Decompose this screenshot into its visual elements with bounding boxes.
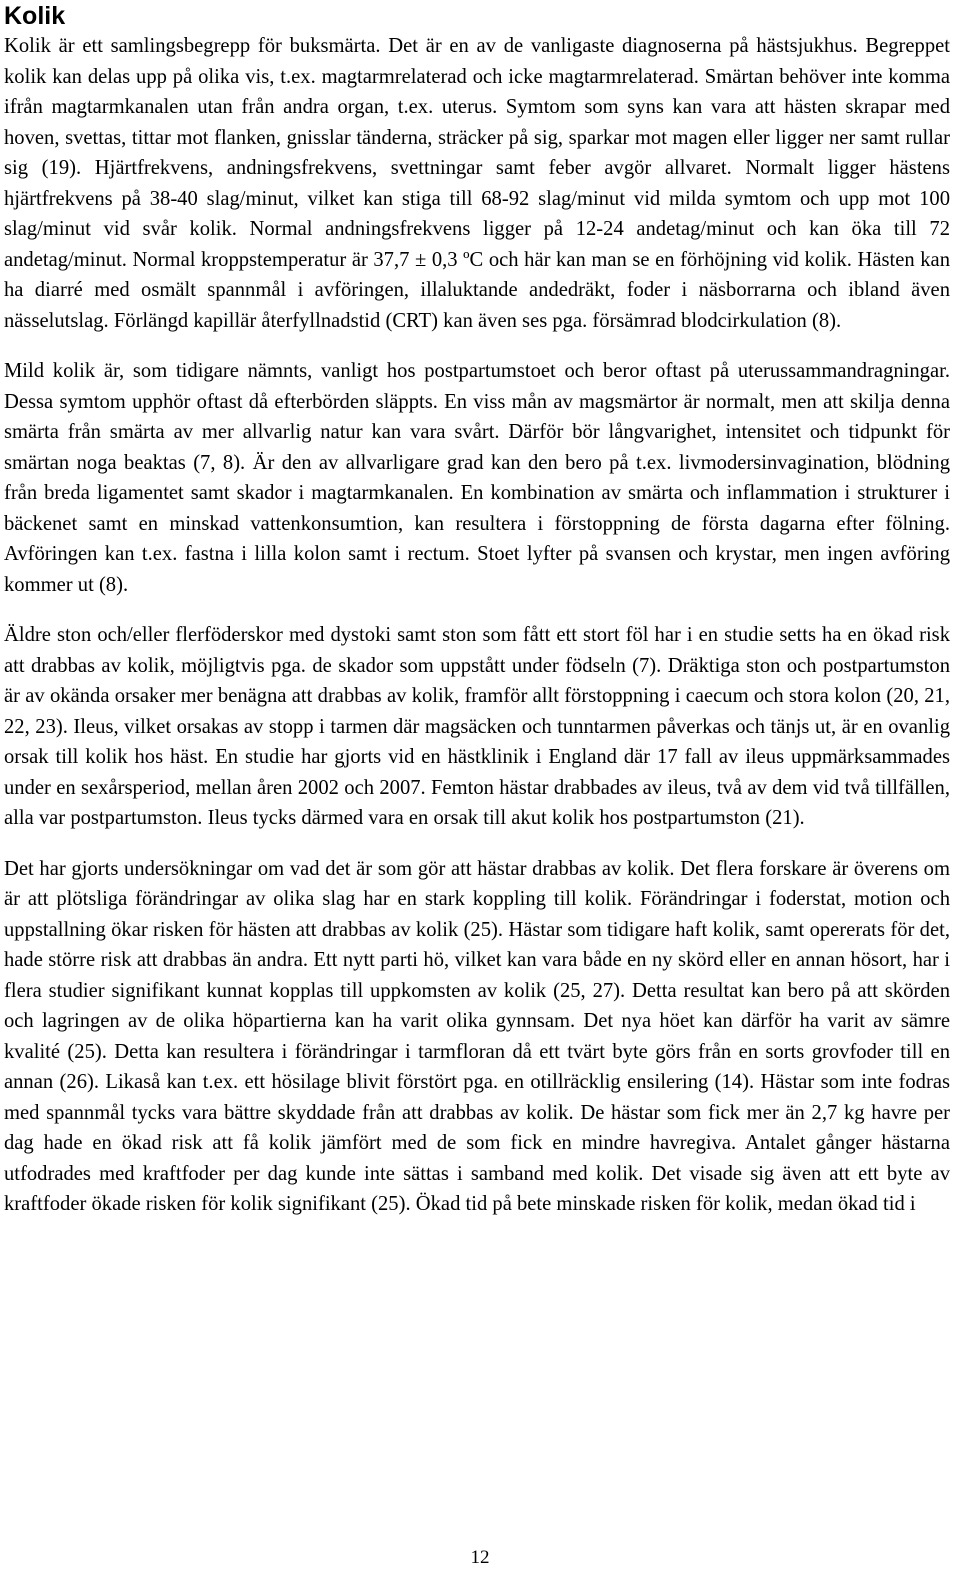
document-page (4, 0, 950, 1220)
page-number: 12 (470, 1547, 490, 1568)
paragraph-risk-mares: Äldre ston och/eller flerföderskor med dystoki samt ston som fått ett stort föl har i en studie setts ha en ökad risk att drabbas av kolik, möjligtvis pga. de skador som uppstått under födseln (7). Dräktiga ston och postpartumston är av okända orsaker mer benägna att drabbas av kolik, framför allt förstoppning i caecum och stora kolon (20, 21, 22, 23). Ileus, vilket orsakas av stopp i tarmen där magsäcken och tunntarmen påverkas och tänjs ut, är en ovanlig orsak till kolik hos häst. En studie har gjorts vid en hästklinik i England där 17 fall av ileus uppmärksammades under en sexårsperiod, mellan åren 2002 och 2007. Femton hästar drabbades av ileus, två av dem vid två tillfällen, alla var postpartumston. Ileus tycks därmed vara en orsak till akut kolik hos postpartumston (21). (4, 624, 950, 829)
paragraph-symptoms: Kolik är ett samlingsbegrepp för buksmärta. Det är en av de vanligaste diagnoserna på hästsjukhus. Begreppet kolik kan delas upp på olika vis, t.ex. magtarmrelaterad och icke magtarmrelaterad. Smärtan behöver inte komma ifrån magtarmkanalen utan från andra organ, t.ex. uterus. Symtom som syns kan vara att hästen skrapar med hoven, svettas, tittar mot flanken, gnisslar tänderna, sträcker på sig, sparkar mot magen eller ligger ner samt rullar sig (19). Hjärtfrekvens, andningsfrekvens, svettningar samt feber avgör allvaret. Normalt ligger hästens hjärtfrekvens på 38-40 slag/minut, vilket kan stiga till 68-92 slag/minut vid milda symtom och upp mot 100 slag/minut vid svår kolik. Normal andningsfrekvens ligger på 12-24 andetag/minut och kan öka till 72 andetag/minut. Normal kroppstemperatur är 37,7 ± 0,3 ºC och här kan man se en förhöjning vid kolik. Hästen kan ha diarré med osmält spannmål i avföringen, illaluktande andedräkt, foder i näsborrarna och ibland även nässelutslag. Förlängd kapillär återfyllnadstid (CRT) kan även ses pga. försämrad blodcirkulation (8). (4, 35, 950, 332)
section-heading: Kolik (4, 2, 66, 30)
paragraph-mild-colic: Mild kolik är, som tidigare nämnts, vanligt hos postpartumstoet och beror oftast på uterussammandragningar. Dessa symtom upphör oftast då efterbörden släppts. En viss mån av magsmärtor är normalt, men att skilja denna smärta från smärta av mer allvarlig natur kan vara svårt. Därför bör långvarighet, intensitet och tidpunkt för smärtan noga beaktas (7, 8). Är den av allvarligare grad kan den bero på t.ex. livmodersinvagination, blödning från breda ligamentet samt skador i magtarmkanalen. En kombination av smärta och inflammation i strukturer i bäckenet samt en minskad vattenkonsumtion, kan resultera i förstoppning de första dagarna efter fölning. Avföringen kan t.ex. fastna i lilla kolon samt i rectum. Stoet lyfter på svansen och krystar, men ingen avföring kommer ut (8). (4, 360, 950, 596)
paragraph-risk-factors: Det har gjorts undersökningar om vad det är som gör att hästar drabbas av kolik. Det flera forskare är överens om är att plötsliga förändringar av olika slag har en stark koppling till kolik. Förändringar i foderstat, motion och uppstallning ökar risken för hästen att drabbas av kolik (25). Hästar som tidigare haft kolik, samt opererats för det, hade större risk att drabbas än andra. Ett nytt parti hö, vilket kan vara både en ny skörd eller en annan hösort, har i flera studier signifikant kunnat kopplas till uppkomsten av kolik (25, 27). Detta resultat kan bero på att skörden och lagringen av de olika höpartierna kan ha varit olika gynnsam. Det nya höet kan därför ha varit av sämre kvalité (25). Detta kan resultera i förändringar i tarmfloran då ett tvärt byte görs från en sorts grovfoder till en annan (26). Likaså kan t.ex. ett hösilage blivit förstört pga. en otillräcklig ensilering (14). Hästar som inte fodras med spannmål tycks vara bättre skyddade från att drabbas av kolik. De hästar som fick mer än 2,7 kg havre per dag hade en ökad risk att få kolik jämfört med de som fick en mindre havregiva. Antalet gånger hästarna utfodrades med kraftfoder per dag kunde inte sättas i samband med kolik. Det visade sig även att ett byte av kraftfoder ökade risken för kolik signifikant (25). Ökad tid på bete minskade risken för kolik, medan ökad tid i (4, 857, 950, 1215)
